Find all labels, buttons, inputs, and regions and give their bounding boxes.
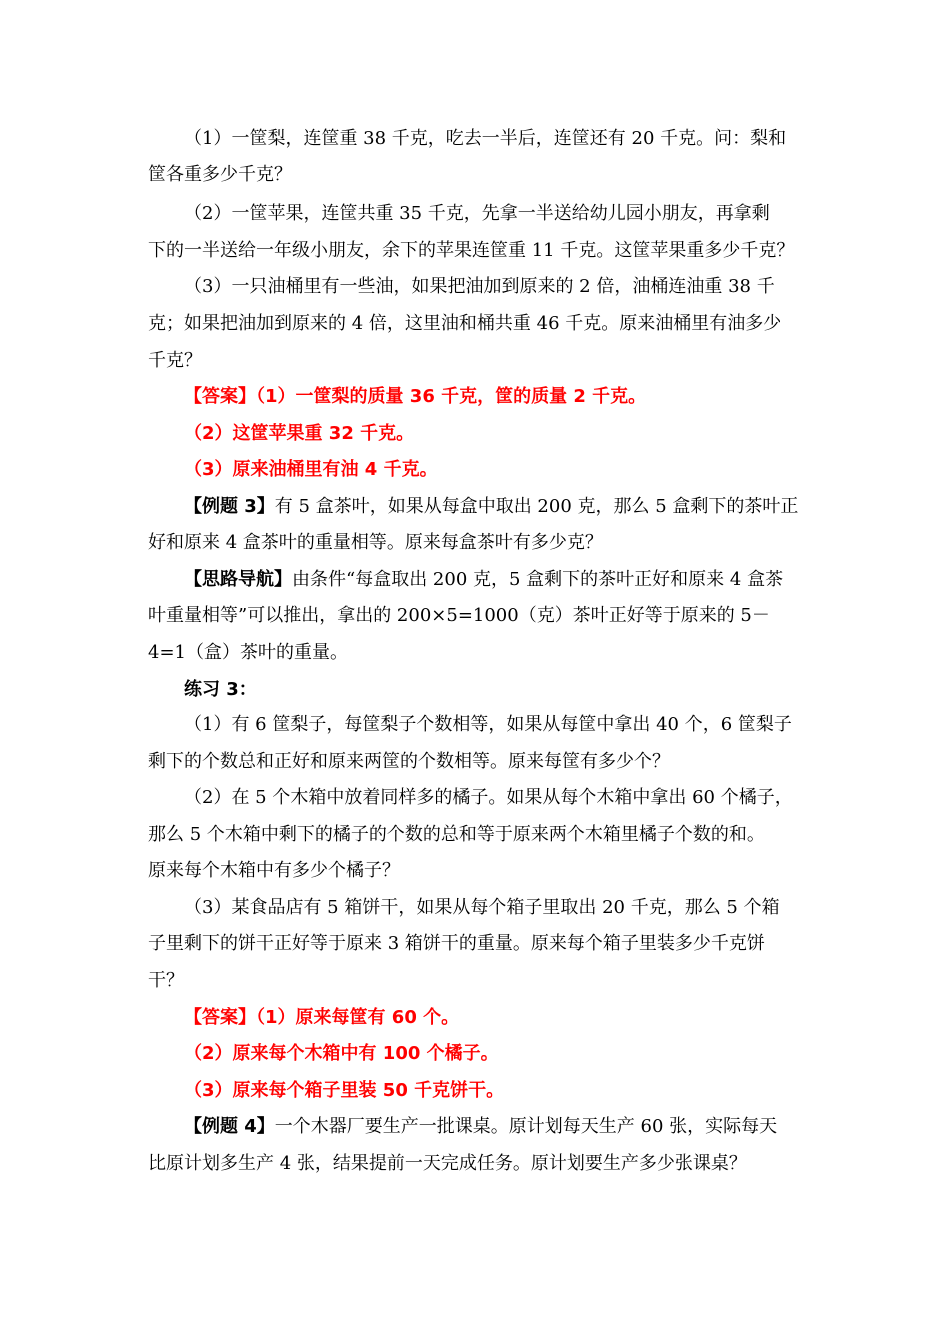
answer-1-line-1: 【答案】（1）一筐梨的质量 36 千克，筐的质量 2 千克。 [184,386,647,407]
guide-text: 由条件“每盒取出 200 克，5 盒剩下的茶叶正好和原来 4 盒茶 [292,569,784,590]
practice-q1-line-2: 剩下的个数总和正好和原来两筐的个数相等。原来每筐有多少个？ [148,751,670,772]
guide-line-1 [184,569,844,591]
problem-2-line-2: 下的一半送给一年级小朋友，余下的苹果连筐重 11 千克。这筐苹果重多少千克？ [148,240,795,261]
answer-2-line-1: 【答案】（1）原来每筐有 60 个。 [184,1007,460,1028]
practice-q3-line-2: 子里剩下的饼干正好等于原来 3 箱饼干的重量。原来每个箱子里装多少千克饼 [148,933,765,954]
guide-line-3: 4=1（盒）茶叶的重量。 [148,642,348,663]
problem-2-line-1: （2）一筐苹果，连筐共重 35 千克，先拿一半送给幼儿园小朋友，再拿剩 [184,203,770,224]
answer-1-line-2: （2）这筐苹果重 32 千克。 [184,423,415,444]
example-4-text: 一个木器厂要生产一批课桌。原计划每天生产 60 张，实际每天 [274,1116,778,1137]
answer-1-line-3: （3）原来油桶里有油 4 千克。 [184,459,438,480]
problem-3-line-2: 克；如果把油加到原来的 4 倍，这里油和桶共重 46 千克。原来油桶里有油多少 [148,313,782,334]
guide-line-2: 叶重量相等”可以推出，拿出的 200×5=1000（克）茶叶正好等于原来的 5－ [148,605,770,626]
practice-q2-line-2: 那么 5 个木箱中剩下的橘子的个数的总和等于原来两个木箱里橘子个数的和。 [148,824,765,845]
example-3-tag: 【例题 3】 [184,496,275,517]
answer-2-line-2: （2）原来每个木箱中有 100 个橘子。 [184,1043,499,1064]
practice-q2-line-1: （2）在 5 个木箱中放着同样多的橘子。如果从每个木箱中拿出 60 个橘子， [184,787,793,808]
guide-tag: 【思路导航】 [184,569,292,590]
practice-3-heading: 练习 3： [184,679,257,700]
example-3-text: 有 5 盒茶叶，如果从每盒中取出 200 克，那么 5 盒剩下的茶叶正 [274,496,799,517]
example-4-line-2: 比原计划多生产 4 张，结果提前一天完成任务。原计划要生产多少张课桌？ [148,1153,747,1174]
example-3-line-2: 好和原来 4 盒茶叶的重量相等。原来每盒茶叶有多少克？ [148,532,603,553]
problem-1-line-2: 筐各重多少千克？ [148,164,292,185]
example-3-line-1 [184,496,844,518]
problem-1-line-1: （1）一筐梨，连筐重 38 千克，吃去一半后，连筐还有 20 千克。问：梨和 [184,128,787,149]
problem-3-line-1: （3）一只油桶里有一些油，如果把油加到原来的 2 倍，油桶连油重 38 千 [184,276,775,297]
answer-2-line-3: （3）原来每个箱子里装 50 千克饼干。 [184,1080,505,1101]
example-4-tag: 【例题 4】 [184,1116,275,1137]
practice-q1-line-1: （1）有 6 筐梨子，每筐梨子个数相等，如果从每筐中拿出 40 个，6 筐梨子 [184,714,792,735]
practice-q2-line-3: 原来每个木箱中有多少个橘子？ [148,860,400,881]
practice-q3-line-1: （3）某食品店有 5 箱饼干，如果从每个箱子里取出 20 千克，那么 5 个箱 [184,897,780,918]
problem-3-line-3: 千克？ [148,350,202,371]
practice-q3-line-3: 干？ [148,970,184,991]
example-4-line-1 [184,1116,844,1138]
